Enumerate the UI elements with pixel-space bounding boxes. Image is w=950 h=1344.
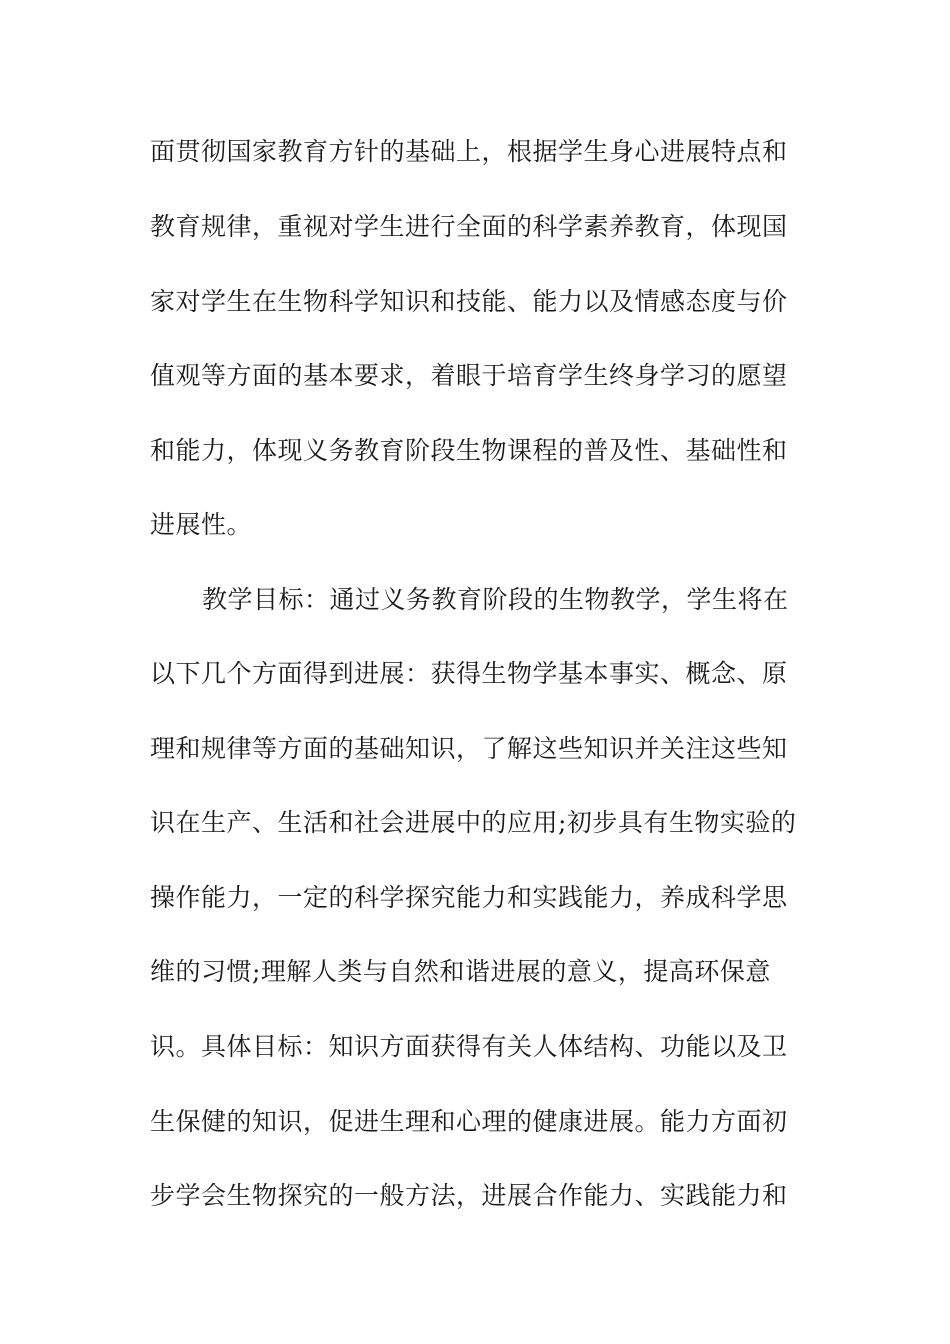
text-line: 教育规律，重视对学生进行全面的科学素养教育，体现国	[150, 212, 788, 241]
text-line: 进展性。	[150, 510, 253, 539]
text-line: 生保健的知识，促进生理和心理的健康进展。能力方面初	[150, 1107, 788, 1136]
text-line: 以下几个方面得到进展：获得生物学基本事实、概念、原	[150, 659, 788, 688]
text-line: 识在生产、生活和社会进展中的应用;初步具有生物实验的	[150, 808, 797, 837]
text-line: 识。具体目标：知识方面获得有关人体结构、功能以及卫	[150, 1032, 788, 1061]
text-line: 理和规律等方面的基础知识，了解这些知识并关注这些知	[150, 734, 788, 763]
text-line: 操作能力，一定的科学探究能力和实践能力，养成科学思	[150, 883, 788, 912]
paragraph-first-line: 教学目标：通过义务教育阶段的生物教学，学生将在	[202, 585, 789, 614]
text-line: 面贯彻国家教育方针的基础上，根据学生身心进展特点和	[150, 137, 788, 166]
text-line: 步学会生物探究的一般方法，进展合作能力、实践能力和	[150, 1181, 788, 1210]
text-line: 家对学生在生物科学知识和技能、能力以及情感态度与价	[150, 287, 788, 316]
text-line: 维的习惯;理解人类与自然和谐进展的意义，提高环保意	[150, 957, 771, 986]
text-line: 和能力，体现义务教育阶段生物课程的普及性、基础性和	[150, 436, 788, 465]
text-line: 值观等方面的基本要求，着眼于培育学生终身学习的愿望	[150, 361, 788, 390]
